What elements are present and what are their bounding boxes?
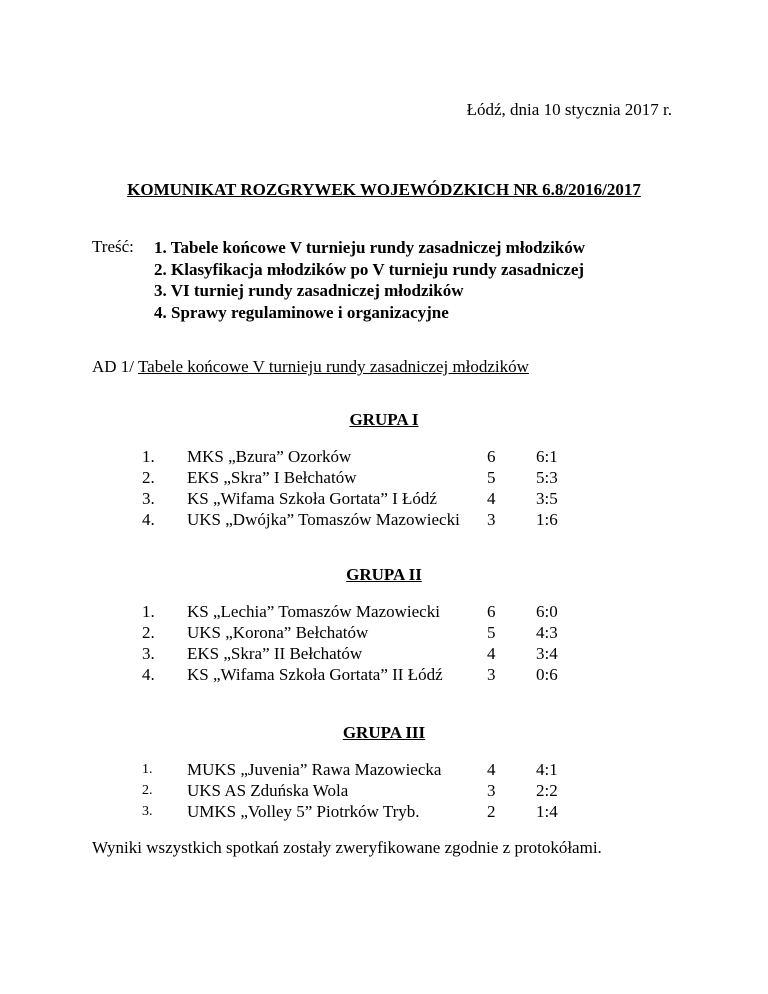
table-row (0, 510, 768, 531)
team-name: MUKS „Juvenia” Rawa Mazowiecka (187, 760, 442, 779)
group-1-title: GRUPA I (349, 410, 419, 429)
contents-item: 1. Tabele końcowe V turnieju rundy zasadniczej młodzików (154, 238, 586, 257)
score: 3:4 (536, 644, 558, 663)
group-2-table (0, 602, 768, 686)
score: 6:0 (536, 602, 558, 621)
position: 1. (142, 447, 155, 466)
contents-label: Treść: (92, 237, 134, 256)
position: 4. (142, 665, 155, 684)
team-name: UKS „Korona” Bełchatów (187, 623, 369, 642)
points: 4 (487, 760, 496, 779)
contents-list (154, 237, 585, 323)
group-1-table (0, 447, 768, 531)
team-name: UKS „Dwójka” Tomaszów Mazowiecki (187, 510, 460, 529)
position: 4. (142, 510, 155, 529)
position: 1. (142, 762, 153, 777)
points: 5 (487, 623, 496, 642)
group-2-title: GRUPA II (346, 565, 422, 584)
table-row (0, 781, 768, 802)
position: 3. (142, 489, 155, 508)
position: 1. (142, 602, 155, 621)
position: 2. (142, 468, 155, 487)
table-row (0, 468, 768, 489)
document-title: KOMUNIKAT ROZGRYWEK WOJEWÓDZKICH NR 6.8/2016/2017 (127, 180, 641, 199)
section-title: Tabele końcowe V turnieju rundy zasadniczej młodzików (137, 357, 529, 376)
team-name: UKS AS Zduńska Wola (187, 781, 349, 800)
table-row (0, 644, 768, 665)
points: 3 (487, 665, 496, 684)
team-name: EKS „Skra” II Bełchatów (187, 644, 363, 663)
position: 2. (142, 623, 155, 642)
team-name: EKS „Skra” I Bełchatów (187, 468, 357, 487)
date-line: Łódź, dnia 10 stycznia 2017 r. (466, 100, 672, 119)
team-name: MKS „Bzura” Ozorków (187, 447, 352, 466)
team-name: KS „Lechia” Tomaszów Mazowiecki (187, 602, 440, 621)
points: 6 (487, 447, 496, 466)
points: 3 (487, 781, 496, 800)
table-row (0, 760, 768, 781)
points: 4 (487, 644, 496, 663)
position: 3. (142, 804, 153, 819)
score: 3:5 (536, 489, 558, 508)
contents-item: 2. Klasyfikacja młodzików po V turnieju rundy zasadniczej (154, 259, 585, 279)
section-prefix: AD 1/ (92, 357, 135, 376)
group-3-title: GRUPA III (342, 723, 426, 742)
score: 2:2 (536, 781, 558, 800)
section-heading (92, 357, 529, 377)
table-row (0, 489, 768, 510)
table-row (0, 802, 768, 823)
points: 2 (487, 802, 496, 821)
score: 1:4 (536, 802, 558, 821)
table-row (0, 602, 768, 623)
position: 2. (142, 783, 153, 798)
score: 6:1 (536, 447, 558, 466)
team-name: KS „Wifama Szkoła Gortata” II Łódź (187, 665, 443, 684)
table-row (0, 623, 768, 644)
position: 3. (142, 644, 155, 663)
points: 3 (487, 510, 496, 529)
score: 5:3 (536, 468, 558, 487)
team-name: KS „Wifama Szkoła Gortata” I Łódź (187, 489, 437, 508)
points: 5 (487, 468, 496, 487)
contents-item: 4. Sprawy regulaminowe i organizacyjne (154, 302, 449, 322)
score: 1:6 (536, 510, 558, 529)
score: 4:1 (536, 760, 558, 779)
team-name: UMKS „Volley 5” Piotrków Tryb. (187, 802, 420, 821)
contents-item: 3. VI turniej rundy zasadniczej młodzików (154, 281, 464, 300)
group-3-table (0, 760, 768, 823)
footer-note: Wyniki wszystkich spotkań zostały zweryfikowane zgodnie z protokółami. (92, 838, 602, 857)
score: 0:6 (536, 665, 558, 684)
score: 4:3 (536, 623, 558, 642)
table-row (0, 447, 768, 468)
table-row (0, 665, 768, 686)
points: 4 (487, 489, 496, 508)
points: 6 (487, 602, 496, 621)
